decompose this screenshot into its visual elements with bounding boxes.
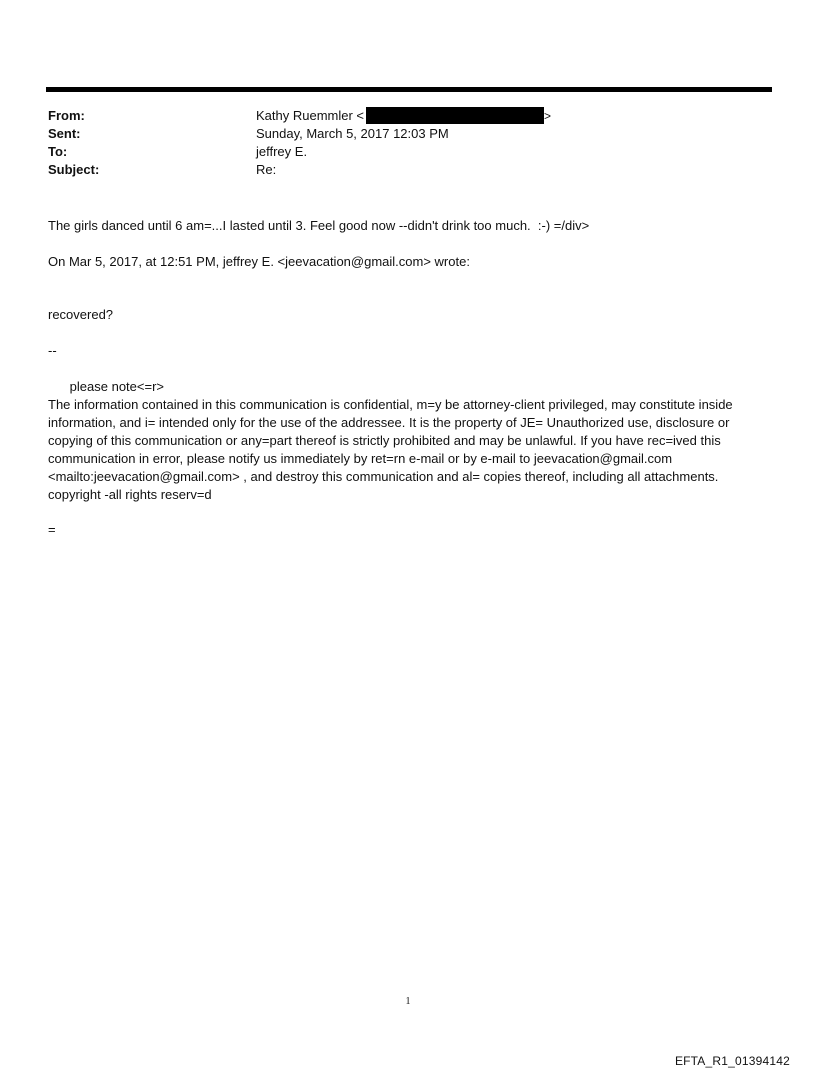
please-note-line: please note<=r> — [48, 379, 164, 394]
to-label: To: — [48, 144, 68, 159]
message-line-1: The girls danced until 6 am=...I lasted until 3. Feel good now --didn't drink too much. :-) =/div> — [48, 218, 590, 233]
subject-label: Subject: — [48, 162, 100, 177]
redaction-block — [366, 107, 544, 124]
from-name: Kathy Ruemmler < — [256, 108, 365, 123]
from-bracket-close: > — [544, 109, 552, 123]
signature-separator: -- — [48, 343, 57, 358]
confidentiality-disclaimer: The information contained in this communication is confidential, m=y be attorney-client privileged, may constitute inside information, and i= intended only for the use of the addressee. It is the property of JE= Unauthorized use, disclosure or copying of this communication or any=part thereof is strictly prohibited and may be unlawful. If you have rec=ived this communication in error, please notify us immediately by ret=rn e-mail or by e-mail to jeevacation@gmail.com <mailto:jeevacation@gmail.com> , and destroy this communication and al= copies thereof, including all attachments. copyright -all rights reserv=d — [48, 397, 737, 502]
from-label: From: — [48, 108, 85, 123]
sent-label: Sent: — [48, 126, 81, 141]
header-divider — [46, 87, 772, 92]
page-number: 1 — [405, 996, 411, 1007]
sent-value: Sunday, March 5, 2017 12:03 PM — [256, 126, 449, 141]
from-value — [256, 107, 551, 125]
trailing-equals: = — [48, 522, 56, 537]
subject-value: Re: — [256, 162, 277, 177]
to-value: jeffrey E. — [256, 144, 308, 159]
quoted-message: recovered? — [48, 307, 114, 322]
document-id: EFTA_R1_01394142 — [674, 1054, 790, 1068]
quoted-attribution: On Mar 5, 2017, at 12:51 PM, jeffrey E. <jeevacation@gmail.com> wrote: — [48, 254, 470, 269]
